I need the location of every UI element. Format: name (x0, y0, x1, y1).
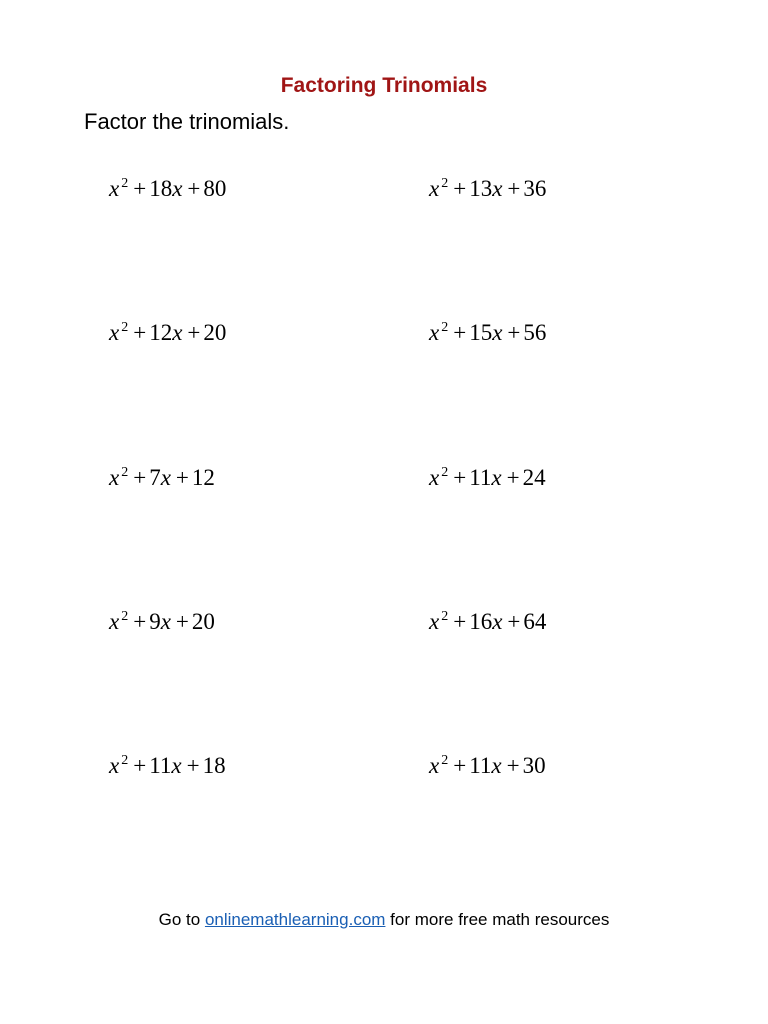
plus-sign: + (175, 465, 189, 490)
variable-x: x (109, 609, 120, 634)
constant-c: 20 (203, 320, 227, 345)
variable-x: x (429, 465, 440, 490)
exponent: 2 (121, 320, 129, 335)
plus-sign: + (506, 753, 520, 778)
constant-c: 12 (191, 465, 215, 490)
exponent: 2 (121, 176, 129, 191)
plus-sign: + (507, 176, 521, 201)
variable-x: x (491, 465, 502, 490)
plus-sign: + (507, 320, 521, 345)
exponent: 2 (441, 465, 449, 480)
constant-c: 24 (522, 465, 546, 490)
coefficient-b: 7 (149, 465, 161, 490)
coefficient-b: 13 (469, 176, 493, 201)
problem-expression (429, 609, 546, 635)
variable-x: x (492, 320, 503, 345)
constant-c: 80 (203, 176, 227, 201)
variable-x: x (172, 320, 183, 345)
problem-expression (109, 465, 215, 491)
variable-x: x (429, 609, 440, 634)
footer (0, 910, 768, 930)
footer-link[interactable]: onlinemathlearning.com (204, 910, 386, 929)
variable-x: x (109, 465, 120, 490)
variable-x: x (171, 753, 182, 778)
exponent: 2 (441, 176, 449, 191)
constant-c: 36 (523, 176, 547, 201)
exponent: 2 (441, 753, 449, 768)
plus-sign: + (133, 320, 147, 345)
problem-expression (109, 609, 215, 635)
problem-expression (429, 753, 546, 779)
coefficient-b: 15 (469, 320, 493, 345)
plus-sign: + (187, 176, 201, 201)
variable-x: x (160, 609, 171, 634)
plus-sign: + (186, 753, 200, 778)
variable-x: x (429, 320, 440, 345)
plus-sign: + (133, 176, 147, 201)
page-title: Factoring Trinomials (280, 74, 488, 97)
exponent: 2 (121, 609, 129, 624)
instructions: Factor the trinomials. (84, 109, 290, 134)
plus-sign: + (133, 609, 147, 634)
exponent: 2 (441, 320, 449, 335)
coefficient-b: 11 (469, 753, 492, 778)
plus-sign: + (187, 320, 201, 345)
constant-c: 20 (191, 609, 215, 634)
plus-sign: + (453, 609, 467, 634)
variable-x: x (109, 176, 120, 201)
coefficient-b: 11 (469, 465, 492, 490)
problem-expression (109, 320, 226, 346)
constant-c: 30 (522, 753, 546, 778)
exponent: 2 (121, 753, 129, 768)
variable-x: x (109, 320, 120, 345)
plus-sign: + (453, 465, 467, 490)
plus-sign: + (507, 609, 521, 634)
variable-x: x (429, 176, 440, 201)
exponent: 2 (441, 609, 449, 624)
coefficient-b: 9 (149, 609, 161, 634)
coefficient-b: 18 (149, 176, 173, 201)
exponent: 2 (121, 465, 129, 480)
footer-suffix: for more free math resources (390, 910, 610, 929)
problem-expression (429, 176, 546, 202)
problem-expression (109, 176, 226, 202)
constant-c: 64 (523, 609, 547, 634)
plus-sign: + (453, 176, 467, 201)
plus-sign: + (133, 753, 147, 778)
coefficient-b: 16 (469, 609, 493, 634)
variable-x: x (492, 609, 503, 634)
plus-sign: + (453, 320, 467, 345)
coefficient-b: 12 (149, 320, 173, 345)
footer-prefix: Go to (158, 910, 201, 929)
variable-x: x (109, 753, 120, 778)
problem-expression (429, 320, 546, 346)
plus-sign: + (133, 465, 147, 490)
problem-expression (429, 465, 546, 491)
variable-x: x (492, 176, 503, 201)
variable-x: x (491, 753, 502, 778)
variable-x: x (429, 753, 440, 778)
coefficient-b: 11 (149, 753, 172, 778)
problem-expression (109, 753, 226, 779)
constant-c: 56 (523, 320, 547, 345)
constant-c: 18 (202, 753, 226, 778)
variable-x: x (160, 465, 171, 490)
plus-sign: + (453, 753, 467, 778)
plus-sign: + (506, 465, 520, 490)
variable-x: x (172, 176, 183, 201)
plus-sign: + (175, 609, 189, 634)
